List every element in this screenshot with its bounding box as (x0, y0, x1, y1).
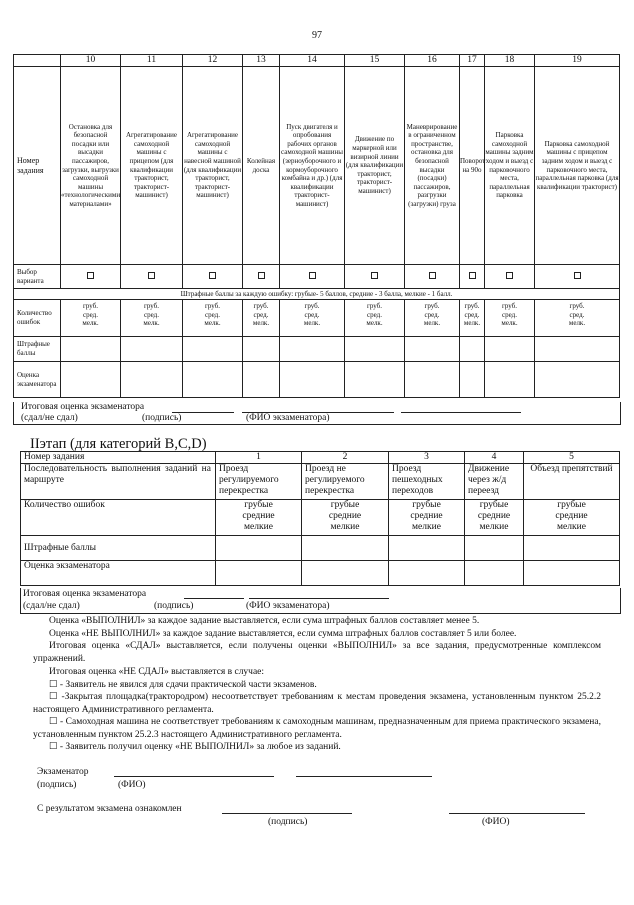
task-number-label: Номер задания (14, 67, 61, 265)
col-number: 19 (535, 55, 620, 67)
assessment-label: Оценка экзаменатора (21, 561, 216, 586)
variant-checkbox[interactable] (309, 272, 316, 279)
condition-area: ☐ -Закрытая площадка(трактородром) несоответствует требованиям к местам проведения экзамена, установленным пунктом 25.2.2 настоящего Административного регламента. (33, 692, 601, 715)
col-number: 14 (280, 55, 345, 67)
final-label: Итоговая оценка экзаменатора (23, 589, 147, 599)
variant-checkbox[interactable] (506, 272, 513, 279)
variant-checkbox[interactable] (429, 272, 436, 279)
col-number: 12 (183, 55, 243, 67)
acquainted-label: С результатом экзамена ознакомлен (37, 804, 182, 814)
rule-final-failed: Итоговая оценка «НЕ СДАЛ» выставляется в случае: (49, 667, 265, 677)
col-number: 16 (405, 55, 460, 67)
route-label: Последовательность выполнения заданий на маршруте (21, 464, 216, 500)
task-description: Агрегатирование самоходной машины с прицепом (для квалификации тракторист, тракторист-машинист) (121, 67, 183, 265)
route-task: Объезд препятствий (524, 464, 620, 500)
errors-label: Количество ошибок (21, 500, 216, 536)
col-number: 1 (216, 452, 302, 464)
task-description: Маневрирование в ограниченном пространстве, остановка для безопасной высадки (посадки) пассажиров, разгрузки (загрузки) груза (405, 67, 460, 265)
variant-checkbox[interactable] (469, 272, 476, 279)
task-description: Остановка для безопасной посадки или высадки пассажиров, загрузки, выгрузки самоходной машины «технологическими материалами» (61, 67, 121, 265)
route-task: Движение через ж/д переезд (465, 464, 524, 500)
route-task: Проезд не регулируемого перекрестка (302, 464, 389, 500)
examiner-label: Экзаменатор (37, 767, 89, 777)
col-number: 11 (121, 55, 183, 67)
task-description: Движение по маркерной или визирной линии (для квалификации тракторист, тракторист-машинист) (345, 67, 405, 265)
stage2-table: Номер задания 1 2 3 4 5 Последовательность выполнения заданий на маршруте Проезд регулируемого перекрестка Проезд не регулируемого перекрестка Проезд пешеходных переходов Движение через ж/д переезд Объезд препятствий Количество ошибок грубые средние мелкие грубые средние мелкие грубые средние мелкие грубые средние мелкие грубые средние мелкие Штрафные баллы Оценка экзаменатора (20, 451, 620, 586)
task-description: Парковка самоходной машины задним ходом и выезд с парковочного места, параллельная парковка (485, 67, 535, 265)
fio-label: (ФИО) (482, 817, 510, 827)
task-description: Парковка самоходной машины с прицепом задним ходом и выезд с парковочного места, параллельная парковка (для квалификации тракторист) (535, 67, 620, 265)
condition-failed-task: ☐ - Заявитель получил оценку «НЕ ВЫПОЛНИЛ» за любое из заданий. (49, 742, 341, 752)
page-number: 97 (312, 30, 322, 41)
condition-machine: ☐ - Самоходная машина не соответствует требованиям к самоходным машинам, предназначенным для приема практического экзамена, установленным пунктом 25.2.3 настоящего Административного регламента. (33, 717, 601, 740)
signature-label: (подпись) (154, 601, 194, 611)
passed-label: (сдал/не сдал) (23, 601, 80, 611)
signature-label: (подпись) (268, 817, 308, 827)
stage2-title: IIэтап (для категорий B,C,D) (30, 436, 207, 452)
fio-label: (ФИО экзаменатора) (246, 413, 330, 423)
penalty-note: Штрафные баллы за каждую ошибку: грубые- 5 баллов, средние - 3 балла, мелкие - 1 балл. (14, 289, 620, 300)
col-number: 18 (485, 55, 535, 67)
col-number: 2 (302, 452, 389, 464)
col-number: 17 (460, 55, 485, 67)
variant-checkbox[interactable] (209, 272, 216, 279)
variant-checkbox[interactable] (148, 272, 155, 279)
col-number: 10 (61, 55, 121, 67)
route-task: Проезд регулируемого перекрестка (216, 464, 302, 500)
task-number-label: Номер задания (21, 452, 216, 464)
variant-checkbox[interactable] (258, 272, 265, 279)
col-number: 4 (465, 452, 524, 464)
col-number: 3 (389, 452, 465, 464)
rule-final-passed: Итоговая оценка «СДАЛ» выставляется, если получены оценки «ВЫПОЛНИЛ» за все задания, предусмотренные комплексом упражнений. (33, 641, 601, 664)
col-number: 5 (524, 452, 620, 464)
col-number: 13 (243, 55, 280, 67)
final-label: Итоговая оценка экзаменатора (21, 402, 145, 412)
signature-label: (подпись) (37, 780, 77, 790)
passed-label: (сдал/не сдал) (21, 413, 78, 423)
variant-checkbox[interactable] (371, 272, 378, 279)
condition-absent: ☐ - Заявитель не явился для сдачи практической части экзаменов. (49, 680, 317, 690)
penalty-label: Штрафные баллы (21, 536, 216, 561)
rule-passed: Оценка «ВЫПОЛНИЛ» за каждое задание выставляется, если сума штрафных баллов составляет менее 5. (49, 616, 480, 626)
task-description: Поворот на 90о (460, 67, 485, 265)
route-task: Проезд пешеходных переходов (389, 464, 465, 500)
task-description: Пуск двигателя и опробования рабочих органов самоходной машины (зерноуборочного и кормоуборочного комбайна и др.) (для квалификации тракторист-машинист) (280, 67, 345, 265)
fio-label: (ФИО) (118, 780, 146, 790)
errors-label: Количество ошибок (14, 300, 61, 337)
stage1-table: 10 11 12 13 14 15 16 17 18 19 Номер задания Остановка для безопасной посадки или высадки пассажиров, загрузки, выгрузки самоходной машины «технологическими материалами» Агрегатирование самоходной машины с прицепом (для квалификации тракторист, тракторист-машинист) Агрегатирование самоходной машины с навесной машиной (для квалификации тракторист, тракторист-машинист) Колейная доска Пуск двигателя и опробования рабочих органов самоходной машины (зерноуборочного и кормоуборочного комбайна и др.) (для квалификации тракторист-машинист) Движение по маркерной или визирной линии (для квалификации тракторист, тракторист-машинист) Маневрирование в ограниченном пространстве, остановка для безопасной высадки (посадки) пассажиров, разгрузки (загрузки) груза Поворот на 90о Парковка самоходной машины задним ходом и выезд с парковочного места, параллельная парковка Парковка самоходной машины с прицепом задним ходом и выезд с парковочного места, параллельная парковка (для квалификации тракторист) Выбор варианта Штрафные баллы за каждую ошибку: грубые- 5 баллов, средние - 3 балла, мелкие - 1 балл. Количество ошибок груб. сред. мелк. груб. сред. мелк. груб. сред. мелк. груб. сред. мелк. груб. сред. мелк. груб. сред. мелк. груб. сред. мелк. груб. сред. мелк. груб. сред. мелк. груб. сред. мелк. Штрафные баллы Оценка экзаменатора (13, 54, 620, 398)
fio-label: (ФИО экзаменатора) (246, 601, 330, 611)
variant-checkbox[interactable] (87, 272, 94, 279)
rule-failed: Оценка «НЕ ВЫПОЛНИЛ» за каждое задание выставляется, если сумма штрафных баллов составляет 5 или более. (49, 629, 517, 639)
variant-label: Выбор варианта (14, 265, 61, 289)
stage2-final-signature (20, 588, 621, 614)
signature-label: (подпись) (142, 413, 182, 423)
col-number: 15 (345, 55, 405, 67)
assessment-label: Оценка экзаменатора (14, 362, 61, 398)
task-description: Агрегатирование самоходной машины с навесной машиной (для квалификации тракторист, тракторист-машинист) (183, 67, 243, 265)
task-description: Колейная доска (243, 67, 280, 265)
variant-checkbox[interactable] (574, 272, 581, 279)
penalty-label: Штрафные баллы (14, 337, 61, 362)
stage1-final-signature (13, 402, 621, 425)
